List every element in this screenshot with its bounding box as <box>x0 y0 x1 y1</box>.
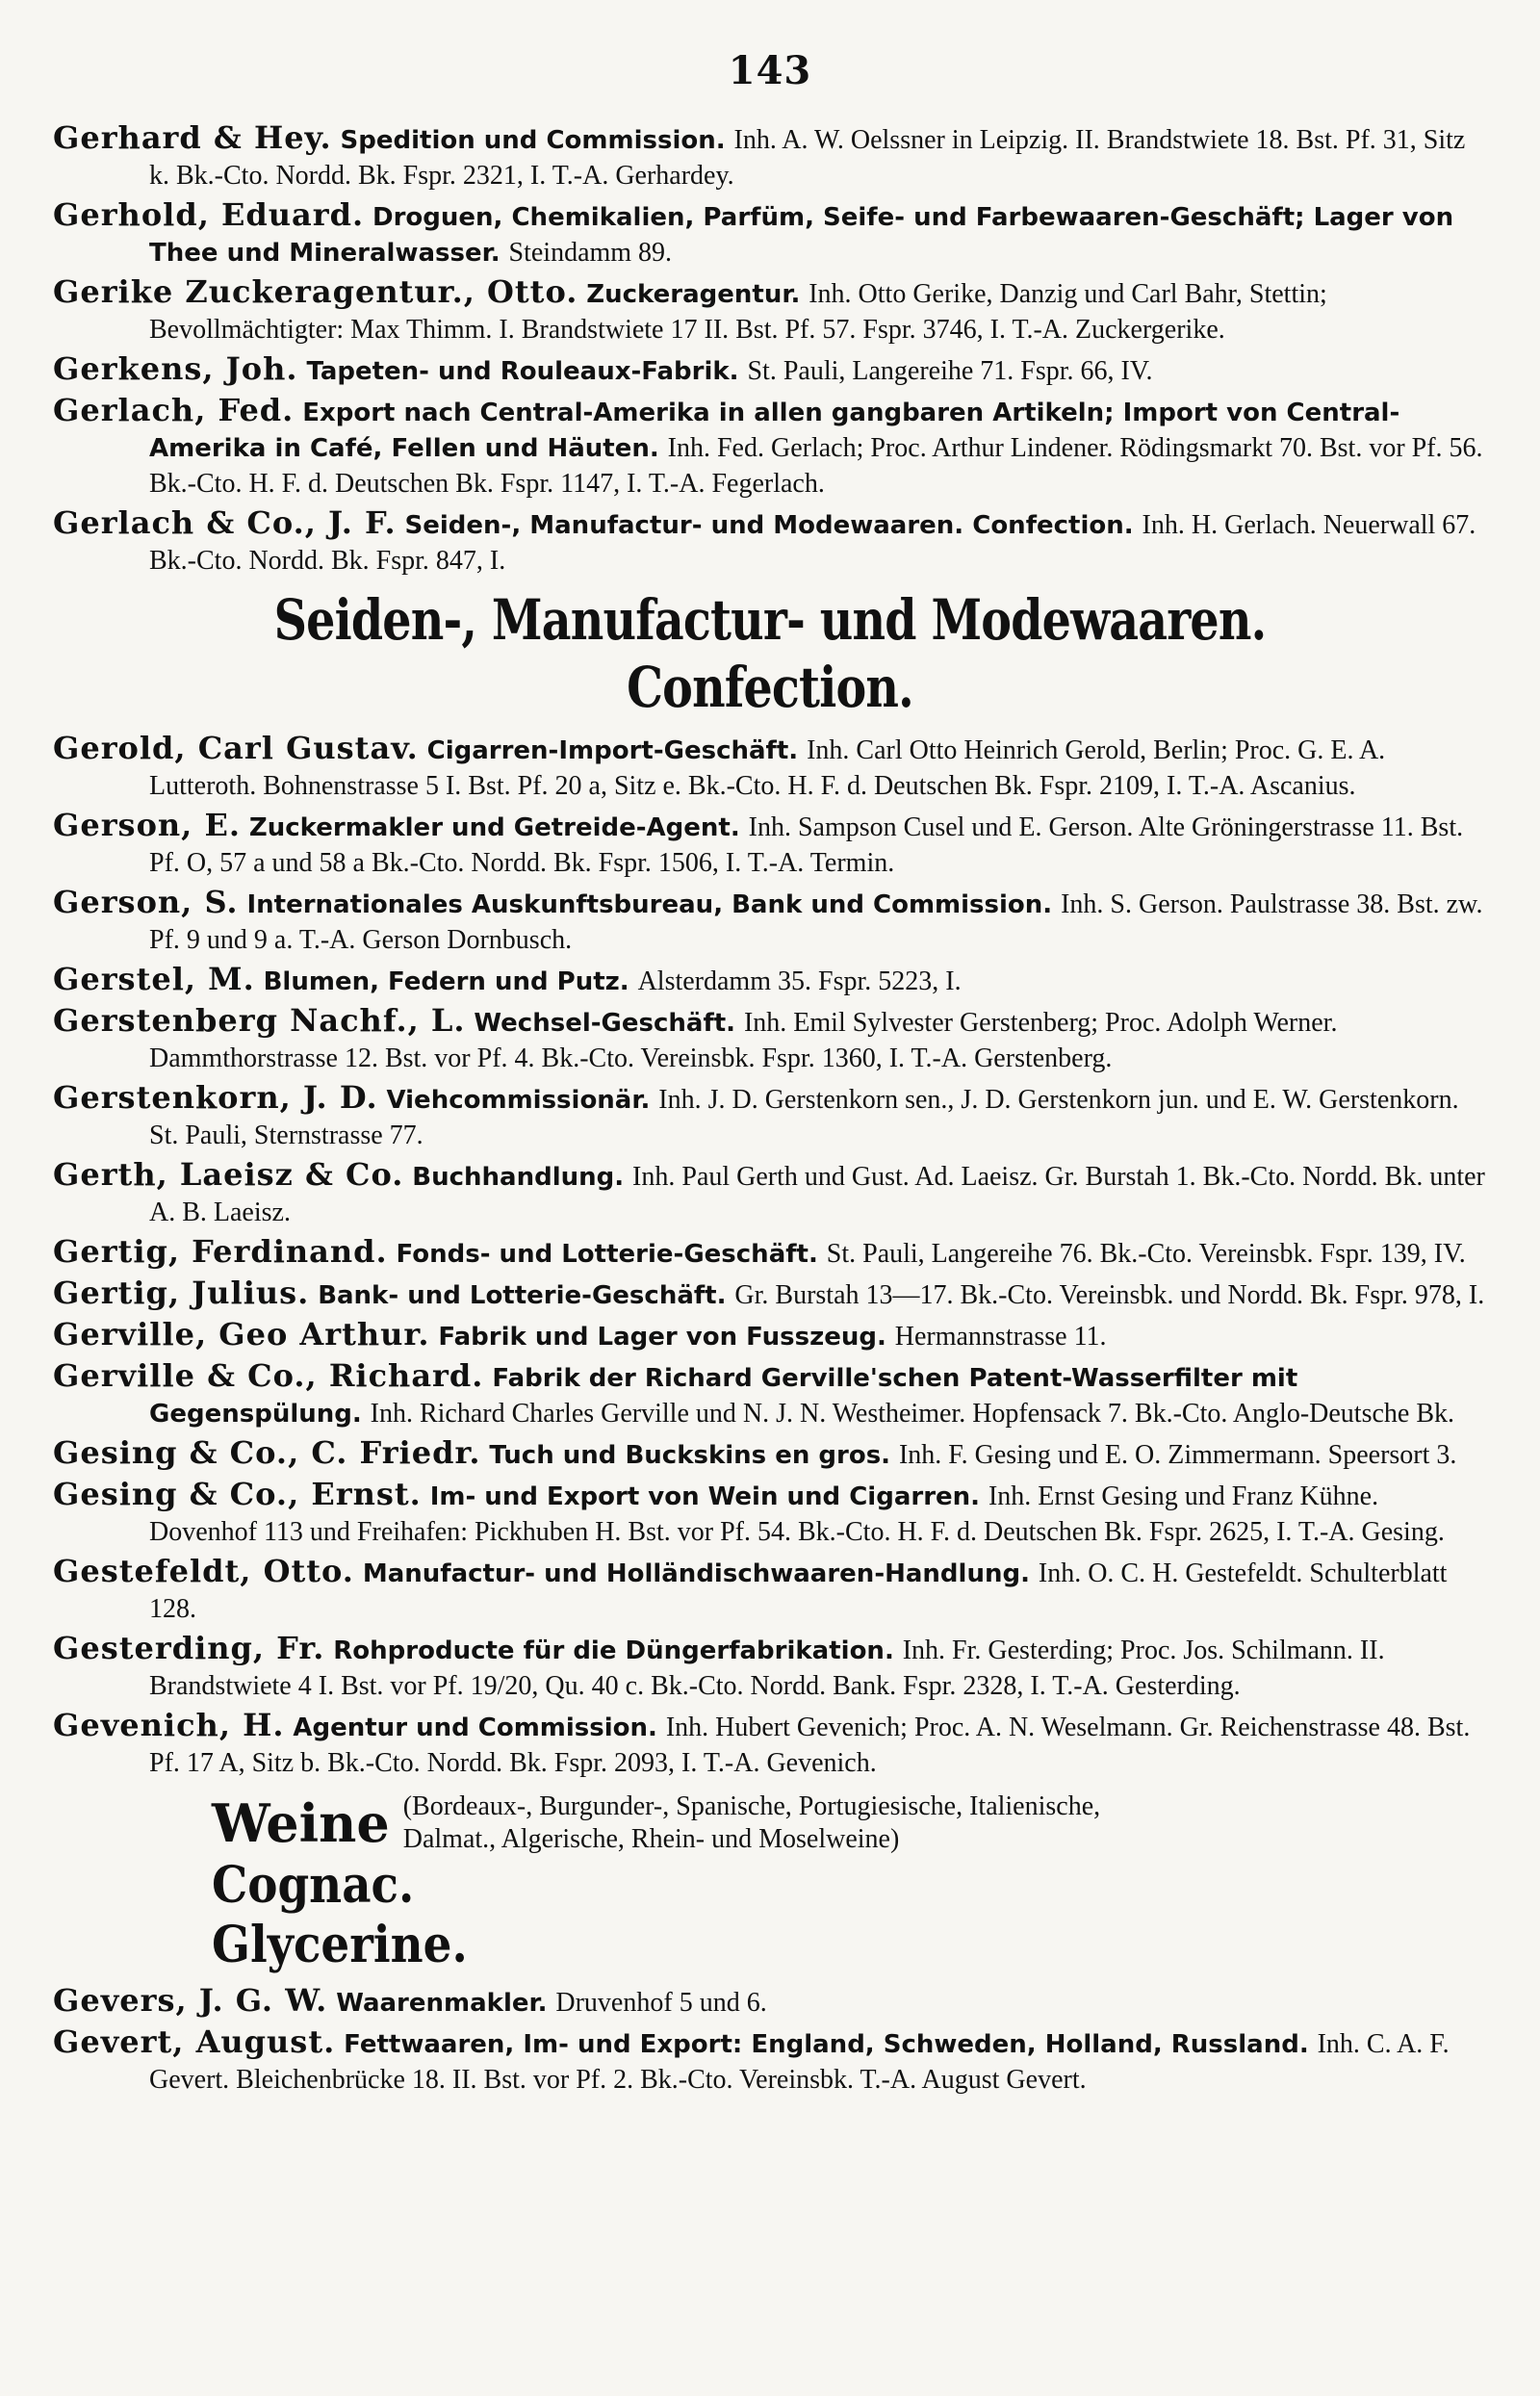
entry-business: Waarenmakler. <box>336 1989 548 2018</box>
entry-details: Steindamm 89. <box>508 238 673 268</box>
directory-entry <box>53 505 1487 579</box>
entry-name: Gerville, Geo Arthur. <box>53 1316 430 1353</box>
entry-business: Agentur und Commission. <box>293 1713 657 1742</box>
entry-details: Inh. Fed. Gerlach; Proc. Arthur Lindener. Rödingsmarkt 70. Bst. vor Pf. 56. Bk.-Cto. H. F. d. Deutschen Bk. Fspr. 1147, I. T.-A. Fegerlach. <box>149 433 1483 499</box>
entry-name: Gerson, S. <box>53 884 239 920</box>
entry-name: Gevert, August. <box>53 2023 336 2060</box>
entry-name: Gestefeldt, Otto. <box>53 1553 354 1589</box>
directory-entry <box>53 1317 1487 1354</box>
entry-details: Alsterdamm 35. Fspr. 5223, I. <box>637 966 962 996</box>
weine-description-line-1: (Bordeaux-, Burgunder-, Spanische, Portugiesische, Italienische, <box>402 1791 1101 1821</box>
entry-business: Manufactur- und Holländischwaaren-Handlung. <box>362 1559 1030 1588</box>
cognac-title: Cognac. <box>212 1856 415 1915</box>
entry-details: Inh. O. C. H. Gestefeldt. Schulterblatt 128. <box>149 1559 1448 1624</box>
entry-business: Internationales Auskunftsbureau, Bank und Commission. <box>246 890 1053 919</box>
directory-entry <box>53 1275 1487 1313</box>
entry-business: Export nach Central-Amerika in allen gangbaren Artikeln; Import von Central-Amerika in Café, Fellen und Häuten. <box>149 399 1400 463</box>
entry-details: Druvenhof 5 und 6. <box>555 1988 767 2018</box>
glycerine-title: Glycerine. <box>212 1916 468 1974</box>
entry-name: Gerstenkorn, J. D. <box>53 1079 378 1116</box>
entry-name: Gerville & Co., Richard. <box>53 1357 484 1394</box>
directory-entry <box>53 1234 1487 1272</box>
entry-details: Inh. Fr. Gesterding; Proc. Jos. Schilmann. II. Brandstwiete 4 I. Bst. vor Pf. 19/20, Qu. 40 c. Bk.-Cto. Nordd. Bank. Fspr. 2328, I. T.-A. Gesterding. <box>149 1636 1385 1701</box>
entry-business: Viehcommissionär. <box>386 1086 651 1115</box>
entry-business: Fonds- und Lotterie-Geschäft. <box>396 1240 818 1269</box>
directory-entry <box>53 351 1487 389</box>
entry-details: Inh. J. D. Gerstenkorn sen., J. D. Gerstenkorn jun. und E. W. Gerstenkorn. St. Pauli, Sternstrasse 77. <box>149 1085 1459 1150</box>
entry-name: Gesterding, Fr. <box>53 1630 325 1666</box>
entry-name: Gerson, E. <box>53 807 241 843</box>
entry-name: Gevenich, H. <box>53 1707 285 1743</box>
entry-details: Inh. A. W. Oelssner in Leipzig. II. Brandstwiete 18. Bst. Pf. 31, Sitz k. Bk.-Cto. Nordd. Bk. Fspr. 2321, I. T.-A. Gerhardey. <box>149 125 1466 191</box>
entry-details: Inh. H. Gerlach. Neuerwall 67. Bk.-Cto. Nordd. Bk. Fspr. 847, I. <box>149 510 1476 576</box>
entry-business: Rohproducte für die Düngerfabrikation. <box>333 1636 894 1665</box>
entry-name: Gerold, Carl Gustav. <box>53 730 419 766</box>
entry-details: Inh. Emil Sylvester Gerstenberg; Proc. Adolph Werner. Dammthorstrasse 12. Bst. vor Pf. 4. Bk.-Cto. Vereinsbk. Fspr. 1360, I. T.-A. Gerstenberg. <box>149 1008 1338 1073</box>
entry-name: Gerhold, Eduard. <box>53 196 365 233</box>
directory-entry <box>53 808 1487 881</box>
entry-name: Gerhard & Hey. <box>53 119 332 156</box>
entry-details: Inh. C. A. F. Gevert. Bleichenbrücke 18. II. Bst. vor Pf. 2. Bk.-Cto. Vereinsbk. T.-A. August Gevert. <box>149 2029 1450 2095</box>
page-number: 143 <box>728 48 812 93</box>
entry-name: Gerstenberg Nachf., L. <box>53 1002 466 1039</box>
entry-business: Bank- und Lotterie-Geschäft. <box>318 1281 727 1310</box>
entry-business: Fettwaaren, Im- und Export: England, Schweden, Holland, Russland. <box>344 2030 1309 2059</box>
entry-name: Gerkens, Joh. <box>53 350 298 387</box>
weine-description <box>403 1791 1100 1856</box>
directory-entry <box>53 393 1487 502</box>
entry-business: Tuch und Buckskins en gros. <box>489 1441 891 1470</box>
entry-name: Gerlach, Fed. <box>53 392 295 428</box>
entry-business: Cigarren-Import-Geschäft. <box>426 736 799 765</box>
directory-entry <box>53 197 1487 271</box>
entry-details: St. Pauli, Langereihe 76. Bk.-Cto. Vereinsbk. Fspr. 139, IV. <box>826 1239 1466 1269</box>
weine-title: Weine <box>212 1792 390 1854</box>
directory-entry <box>53 731 1487 804</box>
directory-entry <box>53 1003 1487 1076</box>
entry-business: Blumen, Federn und Putz. <box>263 967 629 996</box>
directory-entry <box>53 1631 1487 1704</box>
entry-name: Gesing & Co., Ernst. <box>53 1476 422 1512</box>
entry-business: Buchhandlung. <box>412 1163 625 1192</box>
entry-details: Inh. Richard Charles Gerville und N. J. N. Westheimer. Hopfensack 7. Bk.-Cto. Anglo-Deutsche Bk. <box>370 1399 1455 1429</box>
entry-name: Gerstel, M. <box>53 961 255 997</box>
entry-business: Fabrik der Richard Gerville'schen Patent-Wasserfilter mit Gegenspülung. <box>149 1364 1298 1429</box>
entry-details: Inh. Hubert Gevenich; Proc. A. N. Weselmann. Gr. Reichenstrasse 48. Bst. Pf. 17 A, Sitz b. Bk.-Cto. Nordd. Bk. Fspr. 2093, I. T.-A. Gevenich. <box>149 1713 1471 1778</box>
entry-details: Inh. S. Gerson. Paulstrasse 38. Bst. zw. Pf. 9 und 9 a. T.-A. Gerson Dornbusch. <box>149 889 1483 955</box>
entry-name: Gerike Zuckeragentur., Otto. <box>53 273 578 310</box>
directory-entry <box>53 885 1487 958</box>
entry-business: Spedition und Commission. <box>340 126 726 155</box>
entry-details: Inh. F. Gesing und E. O. Zimmermann. Speersort 3. <box>898 1440 1457 1470</box>
entry-business: Tapeten- und Rouleaux-Fabrik. <box>306 357 739 386</box>
entry-details: Inh. Otto Gerike, Danzig und Carl Bahr, Stettin; Bevollmächtigter: Max Thimm. I. Brandstwiete 17 II. Bst. Pf. 57. Fspr. 3746, I. T.-A. Zuckergerike. <box>149 279 1327 345</box>
entry-name: Gesing & Co., C. Friedr. <box>53 1434 481 1471</box>
advertisement-weine <box>212 1791 1487 1975</box>
directory-entry <box>53 1983 1487 2021</box>
weine-row <box>212 1791 1487 1856</box>
directory-entry <box>53 120 1487 193</box>
weine-description-line-2: Dalmat., Algerische, Rhein- und Moselweine) <box>402 1824 900 1854</box>
entry-details: Hermannstrasse 11. <box>894 1322 1107 1352</box>
entry-name: Gertig, Julius. <box>53 1275 310 1311</box>
entry-details: Inh. Sampson Cusel und E. Gerson. Alte Gröningerstrasse 11. Bst. Pf. O, 57 a und 58 a Bk.-Cto. Nordd. Bk. Fspr. 1506, I. T.-A. Termin. <box>149 812 1464 878</box>
entry-details: Inh. Carl Otto Heinrich Gerold, Berlin; Proc. G. E. A. Lutteroth. Bohnenstrasse 5 I. Bst. Pf. 20 a, Sitz e. Bk.-Cto. H. F. d. Deutschen Bk. Fspr. 2109, I. T.-A. Ascanius. <box>149 735 1386 801</box>
entry-business: Fabrik und Lager von Fusszeug. <box>438 1323 886 1352</box>
entry-name: Gevers, J. G. W. <box>53 1982 328 2019</box>
entry-business: Seiden-, Manufactur- und Modewaaren. Confection. <box>404 511 1134 540</box>
entry-business: Zuckermakler und Getreide-Agent. <box>248 813 740 842</box>
entries-group-1 <box>53 120 1487 579</box>
entries-group-3 <box>53 1983 1487 2098</box>
entry-business: Droguen, Chemikalien, Parfüm, Seife- und Farbewaaren-Geschäft; Lager von Thee und Mineralwasser. <box>149 203 1454 268</box>
entry-details: Inh. Ernst Gesing und Franz Kühne. Dovenhof 113 und Freihafen: Pickhuben H. Bst. vor Pf. 54. Bk.-Cto. H. F. d. Deutschen Bk. Fspr. 2625, I. T.-A. Gesing. <box>149 1481 1445 1547</box>
directory-entry <box>53 1554 1487 1627</box>
directory-entry <box>53 1435 1487 1473</box>
entry-business: Wechsel-Geschäft. <box>474 1009 736 1038</box>
advertisement-seiden: Seiden-, Manufactur- und Modewaaren. Confection. <box>273 587 1267 720</box>
directory-entry <box>53 1080 1487 1153</box>
entry-business: Im- und Export von Wein und Cigarren. <box>429 1482 981 1511</box>
entry-details: Inh. Paul Gerth und Gust. Ad. Laeisz. Gr. Burstah 1. Bk.-Cto. Nordd. Bk. unter A. B. Laeisz. <box>149 1162 1485 1227</box>
entry-name: Gertig, Ferdinand. <box>53 1233 388 1270</box>
entry-business: Zuckeragentur. <box>586 280 801 309</box>
entry-details: St. Pauli, Langereihe 71. Fspr. 66, IV. <box>747 356 1153 386</box>
entry-details: Gr. Burstah 13—17. Bk.-Cto. Vereinsbk. und Nordd. Bk. Fspr. 978, I. <box>734 1280 1485 1310</box>
directory-entry <box>53 1157 1487 1230</box>
directory-entry <box>53 962 1487 999</box>
directory-entry <box>53 1708 1487 1781</box>
entry-name: Gerlach & Co., J. F. <box>53 504 397 541</box>
directory-entry <box>53 1477 1487 1550</box>
entries-group-2 <box>53 731 1487 1781</box>
directory-entry <box>53 274 1487 348</box>
directory-entry <box>53 2024 1487 2098</box>
directory-entry <box>53 1358 1487 1431</box>
entry-name: Gerth, Laeisz & Co. <box>53 1156 404 1193</box>
